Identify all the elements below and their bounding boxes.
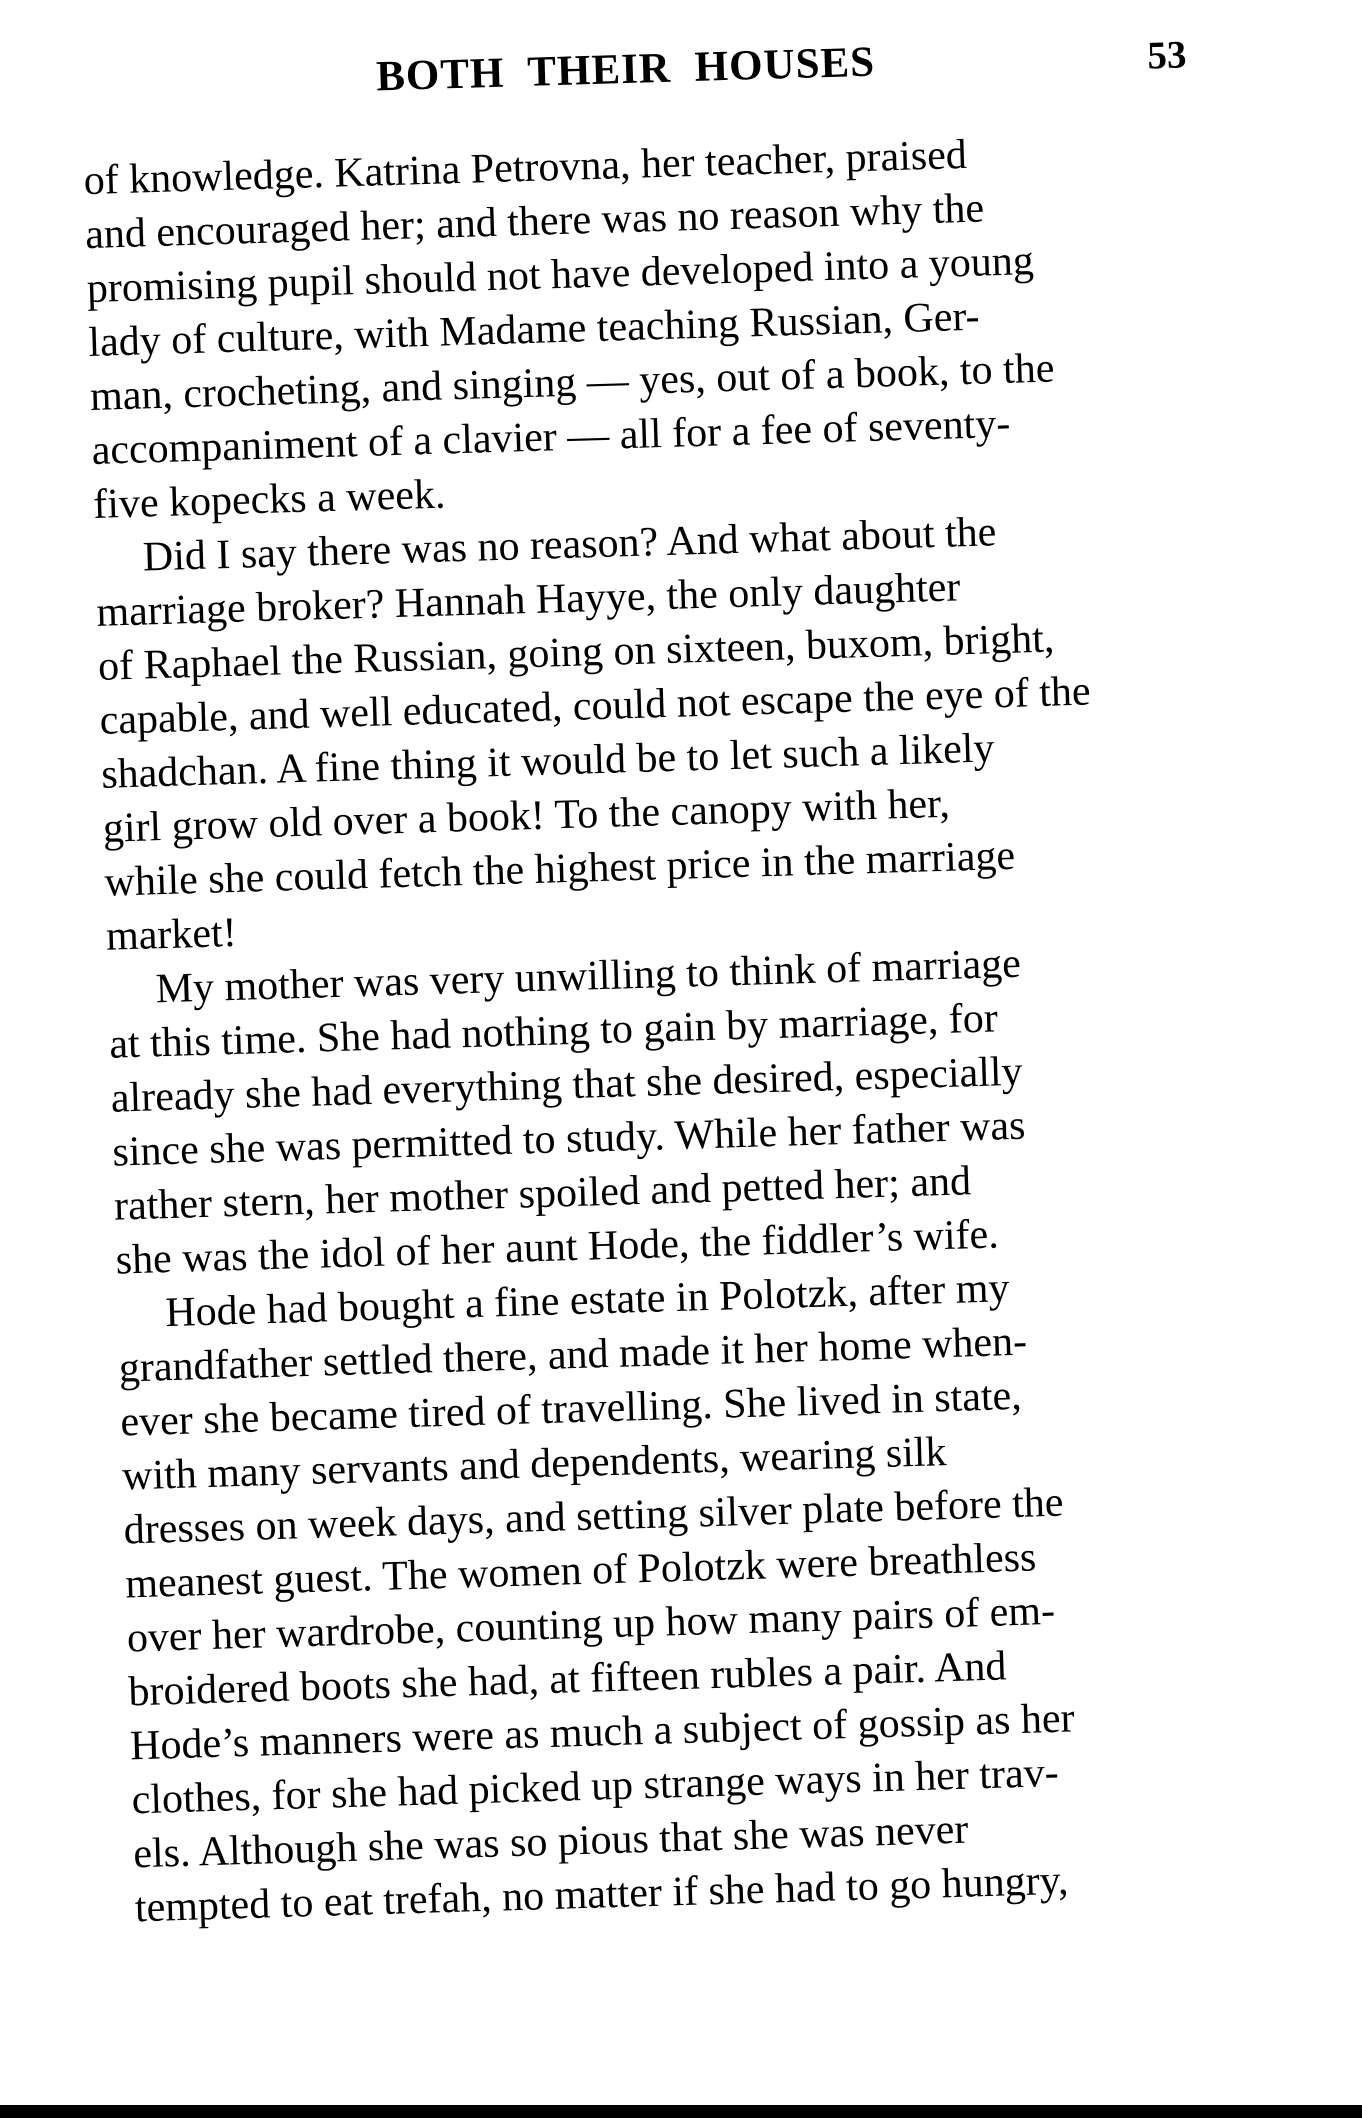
- text-line: broidered boots she had, at fifteen rubles a pair. And: [127, 1643, 1008, 1716]
- text-line: ever she became tired of travelling. She lived in state,: [119, 1372, 1023, 1446]
- text-line: els. Although she was so pious that she was never: [132, 1806, 969, 1878]
- text-line: since she was permitted to study. While her father was: [111, 1102, 1027, 1176]
- text-line: girl grow old over a book! To the canopy with her,: [102, 780, 951, 852]
- text-line: while she could fetch the highest price in the marriage: [103, 832, 1016, 906]
- text-line: Hode’s manners were as much a subject of gossip as her: [129, 1695, 1076, 1770]
- text-line: with many servants and dependents, wearing silk: [121, 1429, 948, 1500]
- text-line: lady of culture, with Madame teaching Russian, Ger-: [87, 293, 981, 367]
- text-line: of knowledge. Katrina Petrovna, her teacher, praised: [82, 131, 968, 205]
- paragraph: [117, 1255, 1226, 1935]
- running-header-title: BOTH THEIR HOUSES: [375, 38, 876, 101]
- text-line: grandfather settled there, and made it her home when-: [118, 1318, 1028, 1392]
- text-line: My mother was very unwilling to think of marriage: [155, 940, 1022, 1013]
- text-line: man, crocheting, and singing — yes, out of a book, to the: [89, 345, 1056, 420]
- text-line: meanest guest. The women of Polotzk were breathless: [124, 1534, 1037, 1608]
- paragraph: [107, 931, 1206, 1287]
- page-number: 53: [1146, 33, 1188, 78]
- body-text: [83, 122, 1225, 1936]
- text-line: of Raphael the Russian, going on sixteen, buxom, bright,: [97, 615, 1055, 690]
- text-line: rather stern, her mother spoiled and petted her; and: [113, 1158, 972, 1230]
- paragraph: [94, 500, 1196, 964]
- text-line: market!: [105, 909, 238, 960]
- text-line: clothes, for she had picked up strange ways in her trav-: [131, 1749, 1060, 1824]
- text-line: and encouraged her; and there was no reason why the: [84, 185, 985, 259]
- text-line: marriage broker? Hannah Hayye, the only daughter: [95, 564, 961, 636]
- text-line: Did I say there was no reason? And what about the: [142, 509, 997, 581]
- text-line: shadchan. A fine thing it would be to let such a likely: [100, 725, 996, 798]
- text-line: dresses on week days, and setting silver plate before the: [123, 1479, 1065, 1554]
- text-line: accompaniment of a clavier — all for a fee of seventy-: [91, 400, 1011, 474]
- text-line: capable, and well educated, could not escape the eye of the: [99, 668, 1092, 744]
- paragraph: [83, 122, 1184, 532]
- text-line: already she had everything that she desired, especially: [110, 1048, 1024, 1122]
- text-line: over her wardrobe, counting up how many pairs of em-: [126, 1587, 1056, 1662]
- text-line: five kopecks a week.: [92, 471, 447, 528]
- text-line: at this time. She had nothing to gain by marriage, for: [108, 995, 999, 1068]
- text-line: she was the idol of her aunt Hode, the fiddler’s wife.: [115, 1211, 1000, 1284]
- scan-edge-artifact: [0, 2105, 1362, 2118]
- text-line: promising pupil should not have developed into a young: [86, 237, 1035, 313]
- page-header: [80, 30, 1188, 126]
- text-line: Hode had bought a fine estate in Polotzk, after my: [164, 1265, 1011, 1337]
- text-line: tempted to eat trefah, no matter if she had to go hungry,: [134, 1857, 1070, 1932]
